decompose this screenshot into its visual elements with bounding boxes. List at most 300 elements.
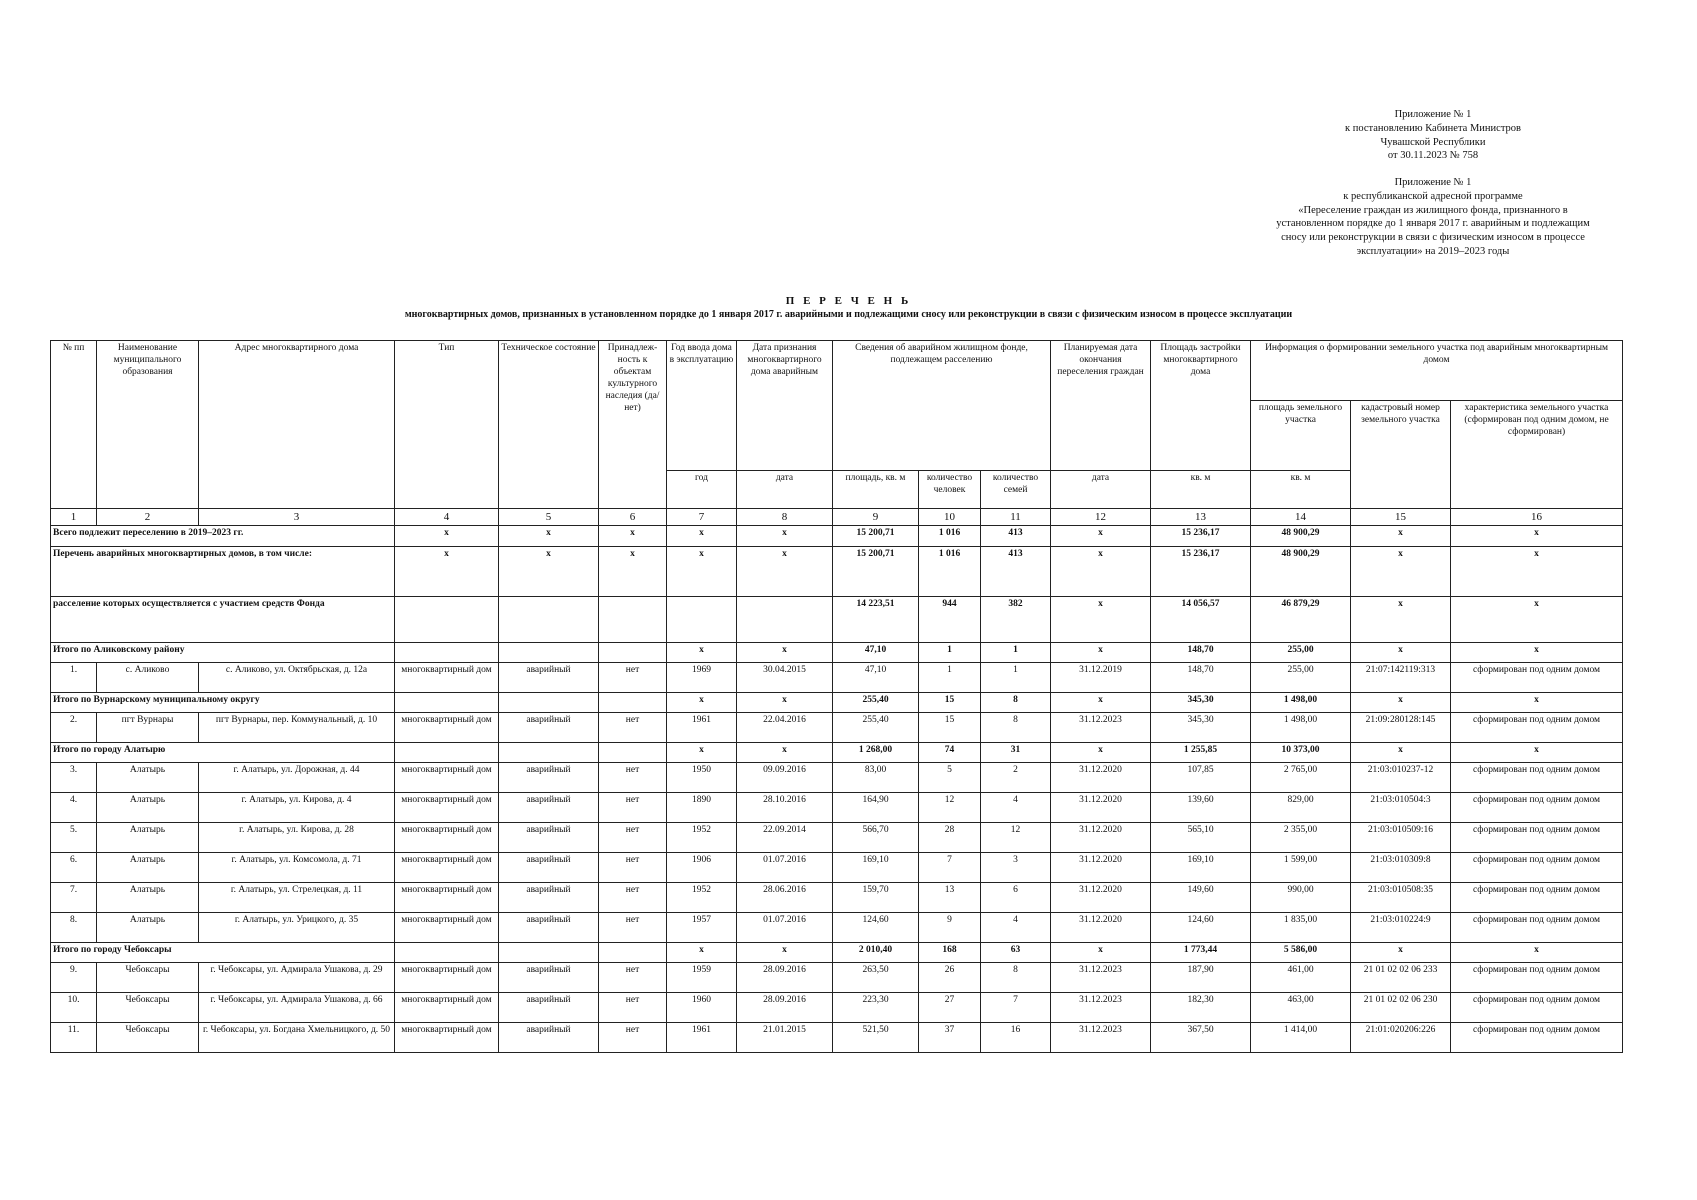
table-cell: Алатырь bbox=[97, 883, 199, 913]
table-cell: 28 bbox=[919, 823, 981, 853]
table-cell: 1 414,00 bbox=[1251, 1023, 1351, 1053]
header-municipality: Наименование муниципального образования bbox=[97, 341, 199, 509]
table-cell: 124,60 bbox=[833, 913, 919, 943]
group-total-cell: x bbox=[1451, 643, 1623, 663]
table-cell: нет bbox=[599, 793, 667, 823]
group-total-cell: 8 bbox=[981, 693, 1051, 713]
summary-cell: x bbox=[1451, 547, 1623, 597]
summary-cell: 46 879,29 bbox=[1251, 597, 1351, 643]
summary-cell bbox=[667, 597, 737, 643]
table-cell: 22.09.2014 bbox=[737, 823, 833, 853]
table-row bbox=[51, 763, 1623, 793]
table-cell: 28.09.2016 bbox=[737, 963, 833, 993]
table-cell: 164,90 bbox=[833, 793, 919, 823]
summary-cell: 15 236,17 bbox=[1151, 526, 1251, 547]
table-row bbox=[51, 1023, 1623, 1053]
group-total-cell: 31 bbox=[981, 743, 1051, 763]
table-cell: 27 bbox=[919, 993, 981, 1023]
table-cell: 521,50 bbox=[833, 1023, 919, 1053]
table-cell: 37 bbox=[919, 1023, 981, 1053]
column-number-row bbox=[51, 509, 1623, 526]
table-cell: 1957 bbox=[667, 913, 737, 943]
group-total-cell: 47,10 bbox=[833, 643, 919, 663]
table-cell: 11. bbox=[51, 1023, 97, 1053]
table-cell: аварийный bbox=[499, 963, 599, 993]
summary-cell: 15 200,71 bbox=[833, 526, 919, 547]
table-cell: 1 599,00 bbox=[1251, 853, 1351, 883]
column-number: 13 bbox=[1151, 509, 1251, 526]
table-cell: многоквартирный дом bbox=[395, 663, 499, 693]
header-address: Адрес многоквартирного дома bbox=[199, 341, 395, 509]
column-number: 16 bbox=[1451, 509, 1623, 526]
table-cell: 223,30 bbox=[833, 993, 919, 1023]
table-cell: 31.12.2020 bbox=[1051, 823, 1151, 853]
header-unit-area: площадь, кв. м bbox=[833, 471, 919, 509]
table-cell: 1 bbox=[919, 663, 981, 693]
table-cell: Чебоксары bbox=[97, 1023, 199, 1053]
approval-line: к республиканской адресной программе bbox=[1343, 190, 1523, 202]
summary-cell: x bbox=[1351, 526, 1451, 547]
group-total-cell: 168 bbox=[919, 943, 981, 963]
summary-cell: x bbox=[1051, 526, 1151, 547]
table-cell: сформирован под одним домом bbox=[1451, 823, 1623, 853]
column-number: 15 bbox=[1351, 509, 1451, 526]
table-cell: сформирован под одним домом bbox=[1451, 663, 1623, 693]
summary-cell: x bbox=[1451, 526, 1623, 547]
table-cell: пгт Вурнары bbox=[97, 713, 199, 743]
group-total-cell bbox=[395, 743, 499, 763]
table-cell: 2 765,00 bbox=[1251, 763, 1351, 793]
group-total-cell bbox=[599, 943, 667, 963]
group-total-cell: x bbox=[1051, 693, 1151, 713]
table-cell: 255,40 bbox=[833, 713, 919, 743]
table-cell: аварийный bbox=[499, 883, 599, 913]
column-number: 4 bbox=[395, 509, 499, 526]
table-cell: г. Алатырь, ул. Стрелецкая, д. 11 bbox=[199, 883, 395, 913]
header-unit-date-2: дата bbox=[1051, 471, 1151, 509]
table-cell: 2 bbox=[981, 763, 1051, 793]
table-cell: 12 bbox=[981, 823, 1051, 853]
table-cell: аварийный bbox=[499, 763, 599, 793]
column-number: 9 bbox=[833, 509, 919, 526]
table-cell: 182,30 bbox=[1151, 993, 1251, 1023]
table-cell: 31.12.2020 bbox=[1051, 913, 1151, 943]
summary-row bbox=[51, 597, 1623, 643]
table-cell: г. Чебоксары, ул. Адмирала Ушакова, д. 66 bbox=[199, 993, 395, 1023]
table-cell: 2. bbox=[51, 713, 97, 743]
table-row bbox=[51, 713, 1623, 743]
table-cell: 1 bbox=[981, 663, 1051, 693]
group-total-label: Итого по городу Чебоксары bbox=[51, 943, 395, 963]
table-cell: 10. bbox=[51, 993, 97, 1023]
header-unit-people: количество человек bbox=[919, 471, 981, 509]
table-cell: 21:07:142119:313 bbox=[1351, 663, 1451, 693]
header-num: № пп bbox=[51, 341, 97, 509]
group-total-cell: x bbox=[1351, 693, 1451, 713]
group-total-cell: x bbox=[1451, 693, 1623, 713]
table-cell: 21:03:010309:8 bbox=[1351, 853, 1451, 883]
table-cell: нет bbox=[599, 713, 667, 743]
table-cell: 255,00 bbox=[1251, 663, 1351, 693]
table-cell: 21:03:010237-12 bbox=[1351, 763, 1451, 793]
table-cell: нет bbox=[599, 823, 667, 853]
summary-cell: 413 bbox=[981, 526, 1051, 547]
table-cell: 8 bbox=[981, 713, 1051, 743]
summary-cell: 382 bbox=[981, 597, 1051, 643]
table-cell: 566,70 bbox=[833, 823, 919, 853]
table-cell: 345,30 bbox=[1151, 713, 1251, 743]
table-cell: 21:03:010504:3 bbox=[1351, 793, 1451, 823]
header-land-group: Информация о формировании земельного участка под аварийным многоквартирным домом bbox=[1251, 341, 1623, 401]
table-cell: нет bbox=[599, 883, 667, 913]
table-cell: аварийный bbox=[499, 793, 599, 823]
group-total-cell: x bbox=[1351, 743, 1451, 763]
group-total-cell: x bbox=[1051, 943, 1151, 963]
table-cell: Чебоксары bbox=[97, 963, 199, 993]
group-total-cell: x bbox=[737, 743, 833, 763]
summary-label: Всего подлежит переселению в 2019–2023 гг. bbox=[51, 526, 395, 547]
table-cell: 169,10 bbox=[1151, 853, 1251, 883]
summary-cell: 14 056,57 bbox=[1151, 597, 1251, 643]
table-cell: 31.12.2019 bbox=[1051, 663, 1151, 693]
summary-cell: x bbox=[1451, 597, 1623, 643]
table-cell: 4 bbox=[981, 793, 1051, 823]
approval-line: Приложение № 1 bbox=[1394, 177, 1472, 188]
header-unit-sqm: кв. м bbox=[1151, 471, 1251, 509]
table-cell: 1969 bbox=[667, 663, 737, 693]
group-total-cell: 1 268,00 bbox=[833, 743, 919, 763]
table-cell: нет bbox=[599, 963, 667, 993]
table-cell: 124,60 bbox=[1151, 913, 1251, 943]
group-total-cell: 63 bbox=[981, 943, 1051, 963]
group-total-cell: x bbox=[667, 943, 737, 963]
table-row bbox=[51, 963, 1623, 993]
table-row bbox=[51, 993, 1623, 1023]
table-cell: Алатырь bbox=[97, 793, 199, 823]
summary-cell bbox=[395, 597, 499, 643]
table-cell: 187,90 bbox=[1151, 963, 1251, 993]
summary-cell: 1 016 bbox=[919, 547, 981, 597]
table-cell: 1960 bbox=[667, 993, 737, 1023]
table-cell: Алатырь bbox=[97, 763, 199, 793]
summary-cell: 15 200,71 bbox=[833, 547, 919, 597]
group-total-cell bbox=[499, 693, 599, 713]
table-cell: аварийный bbox=[499, 1023, 599, 1053]
table-cell: 28.09.2016 bbox=[737, 993, 833, 1023]
table-cell: многоквартирный дом bbox=[395, 713, 499, 743]
group-total-cell: 10 373,00 bbox=[1251, 743, 1351, 763]
summary-label: Перечень аварийных многоквартирных домов, в том числе: bbox=[51, 547, 395, 597]
group-total-cell: x bbox=[1351, 943, 1451, 963]
summary-cell: x bbox=[1051, 597, 1151, 643]
table-cell: Алатырь bbox=[97, 853, 199, 883]
summary-cell: x bbox=[667, 526, 737, 547]
group-total-label: Итого по Аликовскому району bbox=[51, 643, 395, 663]
table-cell: многоквартирный дом bbox=[395, 763, 499, 793]
table-cell: 28.06.2016 bbox=[737, 883, 833, 913]
group-total-cell: x bbox=[667, 743, 737, 763]
table-cell: 13 bbox=[919, 883, 981, 913]
table-cell: 463,00 bbox=[1251, 993, 1351, 1023]
table-cell: г. Алатырь, ул. Урицкого, д. 35 bbox=[199, 913, 395, 943]
column-number: 8 bbox=[737, 509, 833, 526]
summary-cell: 944 bbox=[919, 597, 981, 643]
approval-note-cabinet bbox=[1268, 108, 1598, 163]
summary-cell bbox=[499, 597, 599, 643]
table-cell: сформирован под одним домом bbox=[1451, 883, 1623, 913]
group-total-cell: x bbox=[1451, 743, 1623, 763]
approval-line: установленном порядке до 1 января 2017 г. аварийным и подлежащим bbox=[1276, 218, 1590, 230]
table-cell: нет bbox=[599, 853, 667, 883]
table-cell: 1952 bbox=[667, 823, 737, 853]
table-cell: многоквартирный дом bbox=[395, 823, 499, 853]
table-cell: 1961 bbox=[667, 1023, 737, 1053]
header-year-in: Год ввода дома в эксплуатацию bbox=[667, 341, 737, 471]
group-total-cell: 1 498,00 bbox=[1251, 693, 1351, 713]
table-cell: 31.12.2023 bbox=[1051, 713, 1151, 743]
group-total-cell: 2 010,40 bbox=[833, 943, 919, 963]
table-row bbox=[51, 823, 1623, 853]
summary-cell: 15 236,17 bbox=[1151, 547, 1251, 597]
table-cell: 7 bbox=[919, 853, 981, 883]
table-cell: многоквартирный дом bbox=[395, 883, 499, 913]
table-cell: 1890 bbox=[667, 793, 737, 823]
table-cell: 9 bbox=[919, 913, 981, 943]
table-cell: 149,60 bbox=[1151, 883, 1251, 913]
header-date-recognized: Дата признания многоквартирного дома аварийным bbox=[737, 341, 833, 471]
table-cell: 3. bbox=[51, 763, 97, 793]
group-total-cell: 74 bbox=[919, 743, 981, 763]
header-unit-families: количество семей bbox=[981, 471, 1051, 509]
table-cell: 1959 bbox=[667, 963, 737, 993]
header-land-area: площадь земельного участка bbox=[1251, 401, 1351, 471]
approval-line: Приложение № 1 bbox=[1394, 109, 1472, 120]
table-cell: 31.12.2020 bbox=[1051, 883, 1151, 913]
table-cell: аварийный bbox=[499, 713, 599, 743]
table-cell: 461,00 bbox=[1251, 963, 1351, 993]
summary-cell: x bbox=[737, 526, 833, 547]
group-total-cell: x bbox=[737, 693, 833, 713]
table-cell: 263,50 bbox=[833, 963, 919, 993]
group-total-cell: x bbox=[667, 643, 737, 663]
table-cell: 21:01:020206:226 bbox=[1351, 1023, 1451, 1053]
table-cell: многоквартирный дом bbox=[395, 993, 499, 1023]
table-cell: 47,10 bbox=[833, 663, 919, 693]
table-cell: г. Чебоксары, ул. Адмирала Ушакова, д. 29 bbox=[199, 963, 395, 993]
table-cell: многоквартирный дом bbox=[395, 793, 499, 823]
table-cell: Чебоксары bbox=[97, 993, 199, 1023]
group-total-row bbox=[51, 943, 1623, 963]
table-cell: пгт Вурнары, пер. Коммунальный, д. 10 bbox=[199, 713, 395, 743]
table-cell: 4 bbox=[981, 913, 1051, 943]
group-total-row bbox=[51, 693, 1623, 713]
summary-cell: x bbox=[395, 526, 499, 547]
summary-cell: 48 900,29 bbox=[1251, 547, 1351, 597]
table-cell: 31.12.2023 bbox=[1051, 1023, 1151, 1053]
group-total-cell: 255,00 bbox=[1251, 643, 1351, 663]
column-number: 10 bbox=[919, 509, 981, 526]
table-body bbox=[51, 526, 1623, 1053]
table-cell: 8 bbox=[981, 963, 1051, 993]
table-cell: 01.07.2016 bbox=[737, 853, 833, 883]
header-heritage: Принадлеж-ность к объектам культурного наследия (да/нет) bbox=[599, 341, 667, 509]
group-total-cell: 148,70 bbox=[1151, 643, 1251, 663]
table-cell: сформирован под одним домом bbox=[1451, 963, 1623, 993]
table-cell: Алатырь bbox=[97, 823, 199, 853]
group-total-cell: 255,40 bbox=[833, 693, 919, 713]
approval-line: сносу или реконструкции в связи с физическим износом в процессе bbox=[1281, 232, 1585, 244]
table-cell: 2 355,00 bbox=[1251, 823, 1351, 853]
summary-cell: x bbox=[395, 547, 499, 597]
group-total-cell: 1 773,44 bbox=[1151, 943, 1251, 963]
table-row bbox=[51, 913, 1623, 943]
table-cell: 1 835,00 bbox=[1251, 913, 1351, 943]
header-built-area: Площадь застройки многоквартирного дома bbox=[1151, 341, 1251, 471]
table-cell: 21 01 02 02 06 233 bbox=[1351, 963, 1451, 993]
summary-cell: x bbox=[737, 547, 833, 597]
group-total-cell: 1 255,85 bbox=[1151, 743, 1251, 763]
header-unit-year: год bbox=[667, 471, 737, 509]
group-total-row bbox=[51, 743, 1623, 763]
table-cell: 21 01 02 02 06 230 bbox=[1351, 993, 1451, 1023]
table-cell: нет bbox=[599, 763, 667, 793]
summary-cell: 413 bbox=[981, 547, 1051, 597]
group-total-cell: x bbox=[737, 943, 833, 963]
table-cell: многоквартирный дом bbox=[395, 913, 499, 943]
table-cell: 83,00 bbox=[833, 763, 919, 793]
summary-cell: x bbox=[599, 547, 667, 597]
table-cell: 01.07.2016 bbox=[737, 913, 833, 943]
table-cell: 15 bbox=[919, 713, 981, 743]
column-number: 1 bbox=[51, 509, 97, 526]
table-cell: 7 bbox=[981, 993, 1051, 1023]
document-subtitle: многоквартирных домов, признанных в установленном порядке до 1 января 2017 г. аварийными и подлежащими сносу или реконструкции в связи с физическим износом в процессе эксплуатации bbox=[404, 309, 1293, 320]
group-total-cell bbox=[599, 743, 667, 763]
housing-register-table bbox=[50, 340, 1623, 1053]
group-total-cell bbox=[395, 693, 499, 713]
table-cell: 107,85 bbox=[1151, 763, 1251, 793]
table-cell: 31.12.2020 bbox=[1051, 853, 1151, 883]
approval-line: «Переселение граждан из жилищного фонда, признанного в bbox=[1298, 204, 1568, 216]
table-cell: многоквартирный дом bbox=[395, 853, 499, 883]
summary-cell: x bbox=[1351, 547, 1451, 597]
table-cell: 990,00 bbox=[1251, 883, 1351, 913]
table-cell: Алатырь bbox=[97, 913, 199, 943]
table-cell: 829,00 bbox=[1251, 793, 1351, 823]
table-cell: 1906 bbox=[667, 853, 737, 883]
group-total-label: Итого по городу Алатырю bbox=[51, 743, 395, 763]
group-total-cell bbox=[599, 643, 667, 663]
summary-label: расселение которых осуществляется с участием средств Фонда bbox=[51, 597, 395, 643]
column-number: 11 bbox=[981, 509, 1051, 526]
table-cell: сформирован под одним домом bbox=[1451, 763, 1623, 793]
table-cell: г. Чебоксары, ул. Богдана Хмельницкого, д. 50 bbox=[199, 1023, 395, 1053]
table-row bbox=[51, 663, 1623, 693]
summary-cell bbox=[599, 597, 667, 643]
group-total-cell bbox=[499, 743, 599, 763]
table-cell: нет bbox=[599, 1023, 667, 1053]
approval-line: эксплуатации» на 2019–2023 годы bbox=[1356, 245, 1510, 257]
column-number: 12 bbox=[1051, 509, 1151, 526]
header-land-characteristic: характеристика земельного участка (сформирован под одним домом, не сформирован) bbox=[1451, 401, 1623, 509]
group-total-label: Итого по Вурнарскому муниципальному округу bbox=[51, 693, 395, 713]
summary-cell: 48 900,29 bbox=[1251, 526, 1351, 547]
group-total-cell: x bbox=[1051, 743, 1151, 763]
table-cell: 21:09:280128:145 bbox=[1351, 713, 1451, 743]
header-unit-date: дата bbox=[737, 471, 833, 509]
summary-cell: x bbox=[667, 547, 737, 597]
table-cell: 31.12.2023 bbox=[1051, 993, 1151, 1023]
header-state: Техническое состояние bbox=[499, 341, 599, 509]
table-cell: г. Алатырь, ул. Кирова, д. 28 bbox=[199, 823, 395, 853]
table-cell: 16 bbox=[981, 1023, 1051, 1053]
table-cell: 9. bbox=[51, 963, 97, 993]
table-cell: сформирован под одним домом bbox=[1451, 713, 1623, 743]
column-number: 5 bbox=[499, 509, 599, 526]
table-cell: 139,60 bbox=[1151, 793, 1251, 823]
approval-line: Чувашской Республики bbox=[1380, 136, 1486, 148]
group-total-cell: 1 bbox=[981, 643, 1051, 663]
group-total-cell: x bbox=[1451, 943, 1623, 963]
table-cell: 1950 bbox=[667, 763, 737, 793]
table-cell: 159,70 bbox=[833, 883, 919, 913]
table-cell: аварийный bbox=[499, 663, 599, 693]
table-cell: 26 bbox=[919, 963, 981, 993]
column-number: 6 bbox=[599, 509, 667, 526]
table-cell: многоквартирный дом bbox=[395, 963, 499, 993]
column-number: 14 bbox=[1251, 509, 1351, 526]
table-cell: 6 bbox=[981, 883, 1051, 913]
table-cell: сформирован под одним домом bbox=[1451, 793, 1623, 823]
document-title: П Е Р Е Ч Е Н Ь bbox=[785, 295, 912, 307]
table-cell: сформирован под одним домом bbox=[1451, 1023, 1623, 1053]
table-cell: сформирован под одним домом bbox=[1451, 993, 1623, 1023]
table-cell: сформирован под одним домом bbox=[1451, 853, 1623, 883]
header-cadastral: кадастровый номер земельного участка bbox=[1351, 401, 1451, 509]
group-total-cell: 1 bbox=[919, 643, 981, 663]
table-cell: с. Аликово, ул. Октябрьская, д. 12а bbox=[199, 663, 395, 693]
table-cell: 4. bbox=[51, 793, 97, 823]
group-total-cell bbox=[599, 693, 667, 713]
table-cell: 12 bbox=[919, 793, 981, 823]
table-cell: 6. bbox=[51, 853, 97, 883]
table-cell: 30.04.2015 bbox=[737, 663, 833, 693]
group-total-cell bbox=[499, 943, 599, 963]
table-cell: нет bbox=[599, 663, 667, 693]
table-cell: нет bbox=[599, 993, 667, 1023]
group-total-cell: 345,30 bbox=[1151, 693, 1251, 713]
approval-note-program bbox=[1268, 176, 1598, 259]
table-cell: 21.01.2015 bbox=[737, 1023, 833, 1053]
table-cell: 367,50 bbox=[1151, 1023, 1251, 1053]
header-unit-sqm-2: кв. м bbox=[1251, 471, 1351, 509]
table-cell: аварийный bbox=[499, 993, 599, 1023]
table-cell: 7. bbox=[51, 883, 97, 913]
table-cell: г. Алатырь, ул. Кирова, д. 4 bbox=[199, 793, 395, 823]
table-cell: 31.12.2020 bbox=[1051, 793, 1151, 823]
summary-cell: x bbox=[1351, 597, 1451, 643]
table-cell: 31.12.2020 bbox=[1051, 763, 1151, 793]
table-cell: аварийный bbox=[499, 913, 599, 943]
summary-cell: 1 016 bbox=[919, 526, 981, 547]
summary-cell bbox=[737, 597, 833, 643]
header-type: Тип bbox=[395, 341, 499, 509]
table-cell: сформирован под одним домом bbox=[1451, 913, 1623, 943]
group-total-cell bbox=[499, 643, 599, 663]
table-cell: нет bbox=[599, 913, 667, 943]
group-total-cell bbox=[395, 943, 499, 963]
table-cell: 28.10.2016 bbox=[737, 793, 833, 823]
